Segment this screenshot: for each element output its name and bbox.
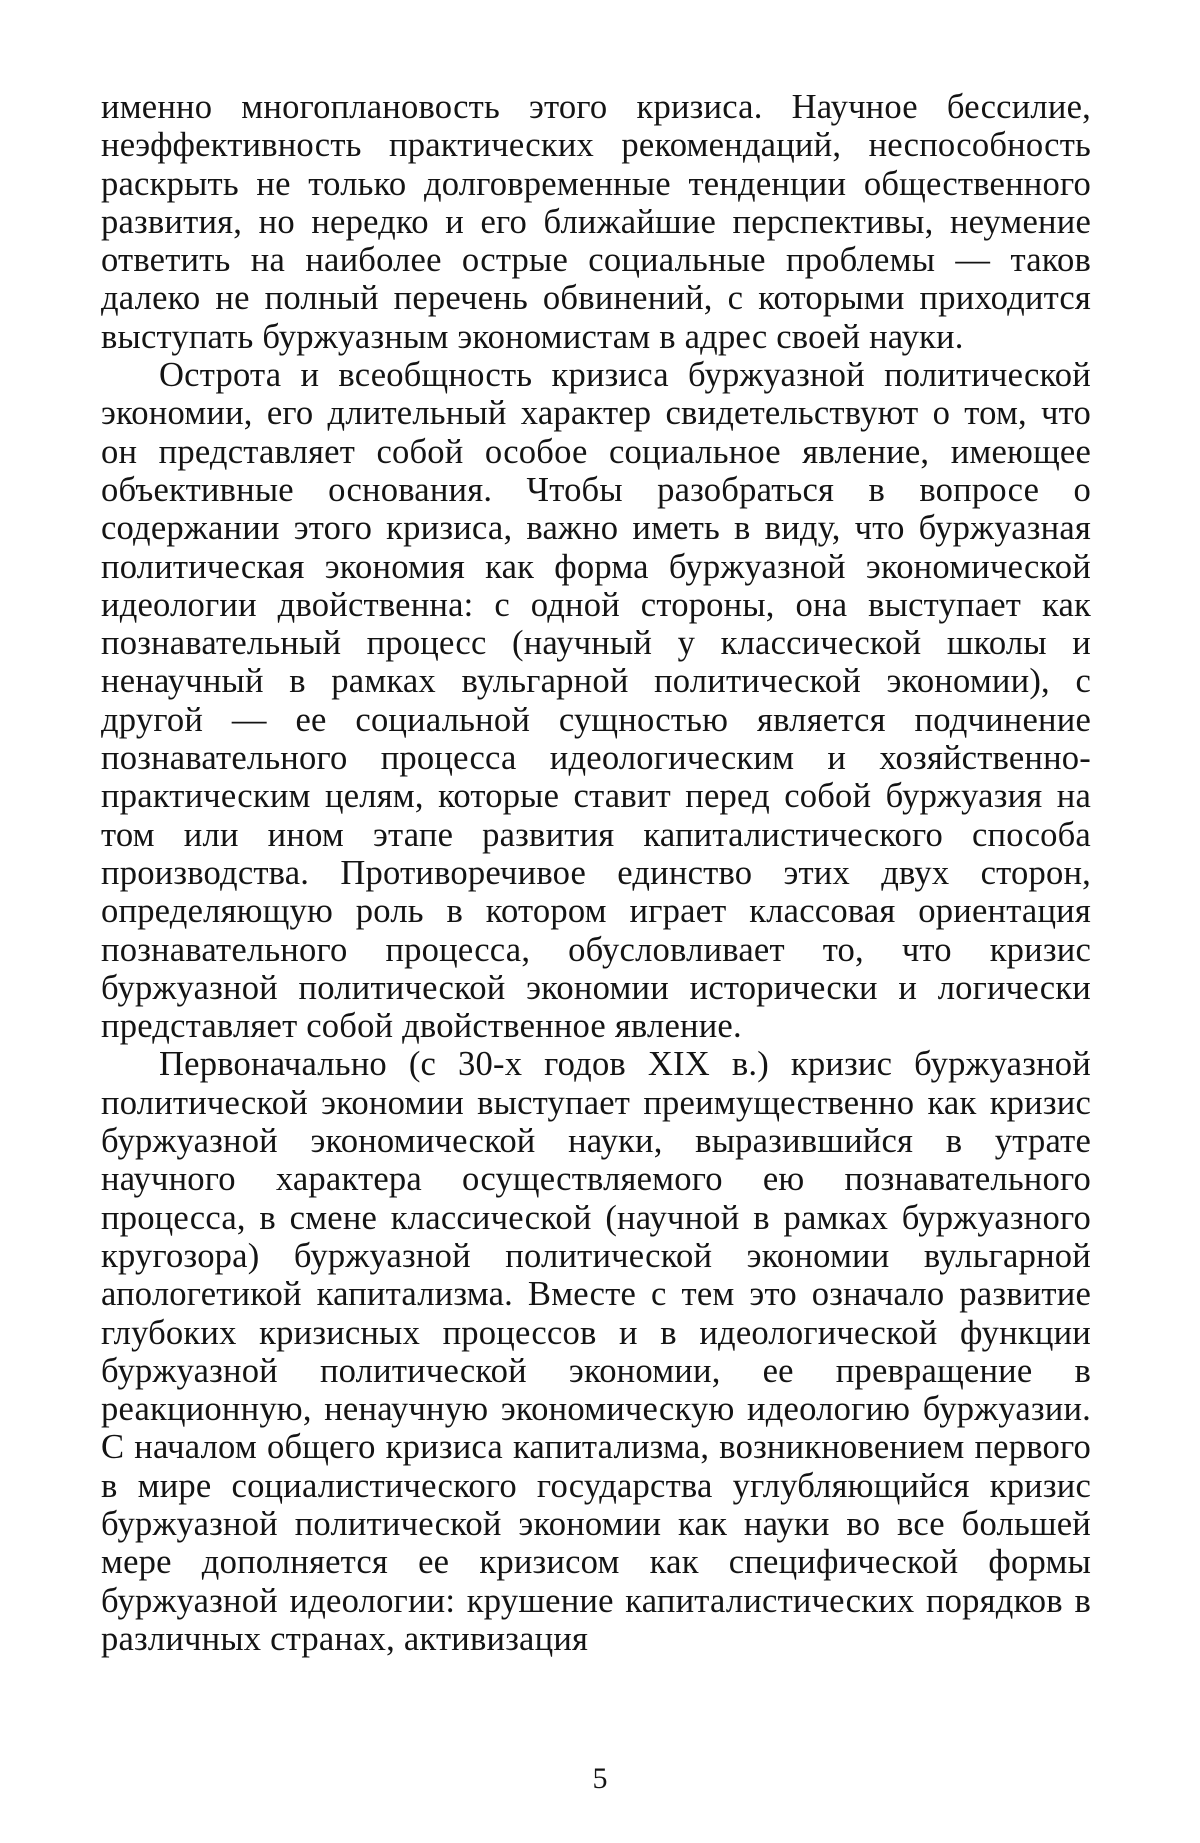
paragraph-1: именно многоплановость этого кризиса. Научное бессилие, неэффективность практических рекомендаций, неспособность раскрыть не только долговременные тенденции общественного развития, но нередко и его ближайшие перспективы, неумение ответить на наиболее острые социальные проблемы — таков далеко не полный перечень обвинений, с которыми приходится выступать буржуазным экономистам в адрес своей науки. bbox=[101, 88, 1091, 356]
paragraph-2: Острота и всеобщность кризиса буржуазной политической экономии, его длительный характер свидетельствуют о том, что он представляет собой особое социальное явление, имеющее объективные основания. Чтобы разобраться в вопросе о содержании этого кризиса, важно иметь в виду, что буржуазная политическая экономия как форма буржуазной экономической идеологии двойственна: с одной стороны, она выступает как познавательный процесс (научный у классической школы и ненаучный в рамках вульгарной политической экономии), с другой — ее социальной сущностью является подчинение познавательного процесса идеологическим и хозяйственно-практическим целям, которые ставит перед собой буржуазия на том или ином этапе развития капиталистического способа производства. Противоречивое единство этих двух сторон, определяющую роль в котором играет классовая ориентация познавательного процесса, обусловливает то, что кризис буржуазной политической экономии исторически и логически представляет собой двойственное явление. bbox=[101, 356, 1091, 1046]
page-number: 5 bbox=[592, 1762, 608, 1795]
paragraph-3: Первоначально (с 30-х годов XIX в.) кризис буржуазной политической экономии выступает преимущественно как кризис буржуазной экономической науки, выразившийся в утрате научного характера осуществляемого ею познавательного процесса, в смене классической (научной в рамках буржуазного кругозора) буржуазной политической экономии вульгарной апологетикой капитализма. Вместе с тем это означало развитие глубоких кризисных процессов и в идеологической функции буржуазной политической экономии, ее превращение в реакционную, ненаучную экономическую идеологию буржуазии. С началом общего кризиса капитализма, возникновением первого в мире социалистического государства углубляющийся кризис буржуазной политической экономии как науки во все большей мере дополняется ее кризисом как специфической формы буржуазной идеологии: крушение капиталистических порядков в различных странах, активизация bbox=[101, 1045, 1091, 1658]
body-text bbox=[101, 88, 1091, 1658]
